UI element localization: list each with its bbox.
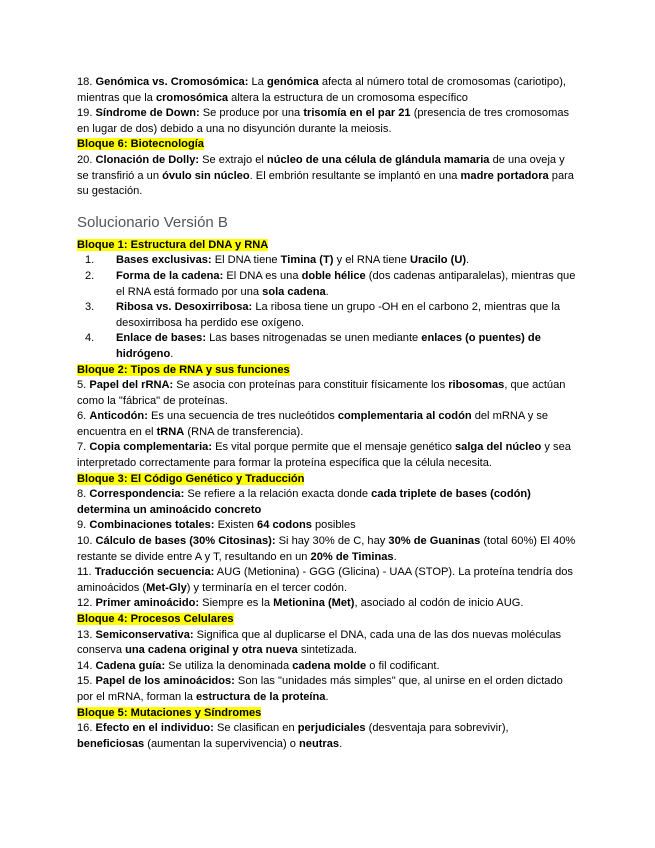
bold-term: cada triplete de bases (codón) determina un aminoácido concreto <box>77 488 531 516</box>
answer-text: (presencia de tres cromosomas en lugar de dos) debido a una no disyunción durante la meiosis. <box>77 107 570 135</box>
answer-term: Combinaciones totales: <box>89 519 215 532</box>
answer-term: Síndrome de Down: <box>95 107 200 120</box>
answer-number: 9. <box>77 519 87 532</box>
answer-text: y el RNA tiene <box>333 254 410 267</box>
answer-text: El DNA es una <box>223 269 302 282</box>
answer-text: del mRNA y se encuentra en el <box>77 410 549 438</box>
answer-text: , que actúan como la "fábrica" de proteínas. <box>77 379 566 407</box>
bold-term: madre portadora <box>460 169 549 182</box>
bold-term: Met-Gly <box>146 581 187 594</box>
list-number: 2. <box>85 269 95 282</box>
bold-term: ribosomas <box>448 379 505 392</box>
bold-term: estructura de la proteína <box>196 690 326 703</box>
answer-term: Enlace de bases: <box>116 332 207 345</box>
answer-term: Anticodón: <box>89 410 148 423</box>
answer-7 <box>77 440 577 471</box>
answer-text: El DNA tiene <box>211 254 281 267</box>
block-heading-2 <box>77 363 577 379</box>
answer-text: . <box>325 285 329 298</box>
answer-14 <box>77 659 577 675</box>
answer-number: 8. <box>77 488 87 501</box>
answer-text: La ribosa tiene un grupo -OH en el carbono 2, mientras que la desoxirribosa ha perdido ese oxígeno. <box>116 301 560 329</box>
answer-text: afecta al número total de cromosomas (cariotipo), mientras que la <box>77 76 566 104</box>
bold-term: tRNA <box>156 425 185 438</box>
bold-term: óvulo sin núcleo <box>162 169 250 182</box>
answer-text: Se refiere a la relación exacta donde <box>184 488 372 501</box>
answer-10 <box>77 534 577 565</box>
answer-text: La <box>248 76 267 88</box>
answer-number: 18. <box>77 76 93 88</box>
bold-term: beneficiosas <box>77 737 145 750</box>
answer-text: Las bases nitrogenadas se unen mediante <box>206 332 422 345</box>
list-item <box>77 269 577 300</box>
bold-term: neutras <box>299 737 340 750</box>
bold-term: salga del núcleo <box>455 441 542 454</box>
block-heading-text: Bloque 5: Mutaciones y Síndromes <box>77 706 262 719</box>
bold-term: cadena molde <box>292 659 367 672</box>
answer-text: Se produce por una <box>199 107 304 120</box>
bold-term: sola cadena <box>262 285 326 298</box>
answer-16 <box>77 721 577 752</box>
answer-text: . <box>393 550 397 563</box>
answer-number: 10. <box>77 535 93 548</box>
answer-text: Significa que al duplicarse el DNA, cada una de las dos nuevas moléculas conserva <box>77 628 562 657</box>
answer-term: Forma de la cadena: <box>116 269 224 282</box>
answer-19 <box>77 106 577 137</box>
answer-text: Se clasifican en <box>213 722 298 735</box>
answer-term: Cadena guía: <box>95 659 166 672</box>
answer-number: 20. <box>77 153 93 166</box>
answer-number: 5. <box>77 379 87 392</box>
list-item <box>77 300 577 331</box>
answer-number: 13. <box>77 628 93 641</box>
block-heading-text: Bloque 3: El Código Genético y Traducción <box>77 472 305 485</box>
answer-term: Copia complementaria: <box>89 441 213 454</box>
answer-text: (desventaja para sobrevivir), <box>365 722 509 735</box>
answer-text: posibles <box>311 519 356 532</box>
list-item <box>77 331 577 362</box>
answer-number: 12. <box>77 597 93 610</box>
answer-term: Papel de los aminoácidos: <box>95 675 235 688</box>
answer-text: Es vital porque permite que el mensaje genético <box>212 441 456 454</box>
answer-text: Se extrajo el <box>199 153 267 166</box>
list-number: 1. <box>85 254 95 267</box>
answer-term: Semiconservativa: <box>95 628 194 641</box>
answer-term: Genómica vs. Cromosómica: <box>95 76 249 88</box>
answer-text: altera la estructura de un cromosoma específico <box>228 91 468 104</box>
answer-number: 11. <box>77 566 92 579</box>
answer-text: Se utiliza la denominada <box>165 659 293 672</box>
answer-11 <box>77 565 577 596</box>
answer-13 <box>77 628 577 659</box>
answer-text: Es una secuencia de tres nucleótidos <box>147 410 338 423</box>
block-heading-5 <box>77 706 577 722</box>
bold-term: doble hélice <box>301 269 366 282</box>
answer-number: 6. <box>77 410 87 423</box>
list-number: 3. <box>85 301 95 314</box>
answer-term: Clonación de Dolly: <box>95 153 200 166</box>
answer-term: Papel del rRNA: <box>89 379 174 392</box>
block-heading-text: Bloque 1: Estructura del DNA y RNA <box>77 238 269 251</box>
answer-term: Primer aminoácido: <box>95 597 200 610</box>
answer-number: 14. <box>77 659 93 672</box>
bold-term: núcleo de una célula de glándula mamaria <box>266 153 490 166</box>
answer-text: Si hay 30% de C, hay <box>275 535 389 548</box>
bold-term: trisomía en el par 21 <box>303 107 411 120</box>
answer-text: Se asocia con proteínas para constituir físicamente los <box>173 379 449 392</box>
answer-text: Siempre es la <box>199 597 274 610</box>
answer-text: de una oveja y se transfirió a un <box>77 153 565 182</box>
list-number: 4. <box>85 332 95 345</box>
answer-text: (dos cadenas antiparalelas), mientras que el RNA está formado por una <box>116 269 576 298</box>
block-heading-6 <box>77 137 577 153</box>
answer-12 <box>77 596 577 612</box>
answer-text: . <box>325 690 329 703</box>
answer-number: 16. <box>77 722 93 735</box>
answer-term: Efecto en el individuo: <box>95 722 214 735</box>
answer-text: Existen <box>214 519 258 532</box>
answer-term: Correspondencia: <box>89 488 185 501</box>
answer-text: . <box>170 347 174 360</box>
block-heading-4 <box>77 612 577 628</box>
block-heading-text: Bloque 4: Procesos Celulares <box>77 613 234 625</box>
answer-18 <box>77 75 577 106</box>
answer-5 <box>77 378 577 409</box>
answer-text: (total 60%) El 40% restante se divide entre A y T, resultando en un <box>77 535 576 563</box>
answer-text: AUG (Metionina) - GGG (Glicina) - UAA (STOP). La proteína tendría dos aminoácidos ( <box>77 566 573 594</box>
answer-term: Traducción secuencia: <box>94 566 215 579</box>
answer-15 <box>77 674 577 705</box>
answer-number: 15. <box>77 675 93 688</box>
answer-text: . <box>466 254 470 267</box>
answer-20 <box>77 153 577 200</box>
bold-term: 20% de Timinas <box>310 550 394 563</box>
bold-term: genómica <box>266 76 319 88</box>
answer-text: . El embrión resultante se implantó en una <box>249 169 461 182</box>
answer-text: para su gestación. <box>77 169 574 198</box>
bold-term: una cadena original y otra nueva <box>125 644 298 657</box>
document-page <box>77 75 577 752</box>
bold-term: 64 codons <box>257 519 312 532</box>
answer-text: sintetizada. <box>297 644 357 657</box>
bold-term: Uracilo (U) <box>409 254 467 267</box>
block-heading-3 <box>77 472 577 488</box>
block-heading-1 <box>77 238 577 254</box>
bold-term: Metionina (Met) <box>273 597 355 610</box>
answer-9 <box>77 518 577 534</box>
answer-text: , asociado al codón de inicio AUG. <box>354 597 524 610</box>
bold-term: 30% de Guaninas <box>388 535 481 548</box>
block-heading-text: Bloque 2: Tipos de RNA y sus funciones <box>77 363 290 376</box>
bold-term: perjudiciales <box>297 722 366 735</box>
answer-text: y sea interpretado correctamente para formar la proteína específica que la célula necesita. <box>77 441 571 470</box>
answer-text: . <box>339 737 343 750</box>
answer-text: ) y terminaría en el tercer codón. <box>186 581 348 594</box>
answer-6 <box>77 409 577 440</box>
bold-term: complementaria al codón <box>337 410 472 423</box>
bold-term: cromosómica <box>155 91 229 104</box>
bold-term: Timina (T) <box>280 254 334 267</box>
answer-text: (RNA de transferencia). <box>184 425 304 438</box>
answer-number: 7. <box>77 441 87 454</box>
block-1-list <box>77 253 577 362</box>
bold-term: enlaces (o puentes) de hidrógeno <box>116 332 541 360</box>
answer-term: Cálculo de bases (30% Citosinas): <box>95 535 276 548</box>
answer-text: o fil codificant. <box>366 659 440 672</box>
answer-term: Bases exclusivas: <box>116 254 212 267</box>
answer-text: Son las "unidades más simples" que, al unirse en el orden dictado por el mRNA, forman la <box>77 675 563 703</box>
section-title: Solucionario Versión B <box>77 213 228 231</box>
list-item <box>77 253 577 269</box>
answer-8 <box>77 487 577 518</box>
answer-number: 19. <box>77 107 93 120</box>
answer-term: Ribosa vs. Desoxirribosa: <box>116 301 253 314</box>
answer-text: (aumentan la supervivencia) o <box>144 737 299 750</box>
block-heading-text: Bloque 6: Biotecnología <box>77 138 204 151</box>
